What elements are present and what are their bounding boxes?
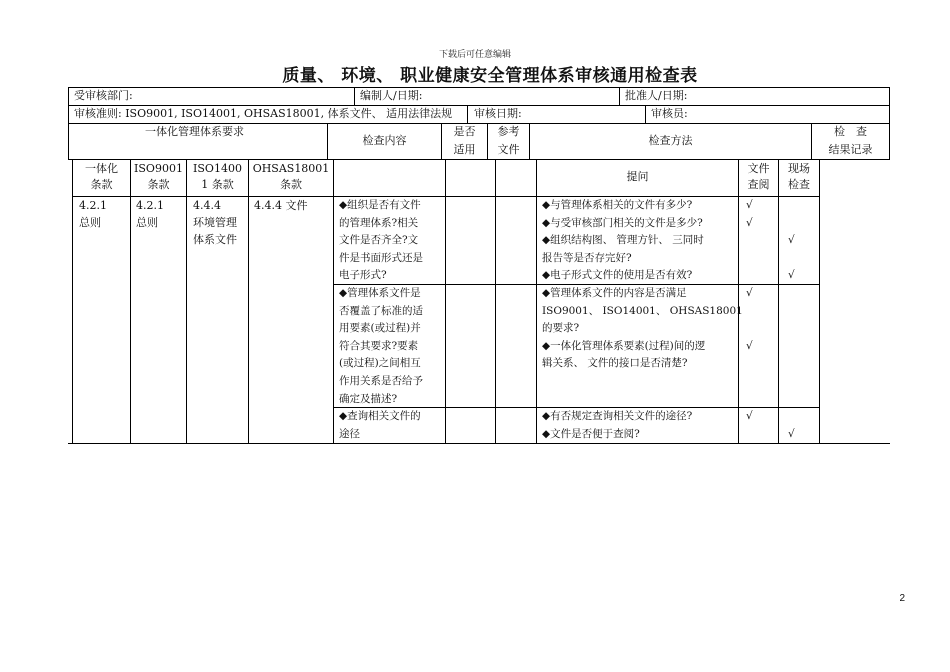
table-vline (738, 159, 739, 444)
table-vline (467, 105, 468, 124)
col-site-check: 检查 (788, 178, 810, 191)
col-result: 检 查 (834, 125, 867, 138)
col-doc-review: 文件 (747, 162, 770, 175)
col-integrated-clause: 一体化 (85, 162, 118, 175)
approved-by-label: 批准人/日期: (625, 89, 688, 102)
doc-review-check-mark: √ (746, 199, 753, 211)
col-ohsas-clause: 条款 (280, 178, 302, 191)
table-vline (495, 159, 496, 444)
question-line: ◆与管理体系相关的文件有多少? (542, 199, 693, 211)
check-content-line: ◆查询相关文件的 (339, 410, 421, 422)
table-vline (536, 159, 537, 444)
table-vline (778, 159, 779, 444)
top-note: 下载后可任意编辑 (438, 50, 511, 60)
question-line: ◆管理体系文件的内容是否满足 (542, 287, 687, 299)
col-applicable: 适用 (453, 143, 476, 156)
iso9001-clause-number: 4.2.1 (136, 199, 164, 212)
check-content-line: 文件是否齐全?文 (339, 234, 419, 247)
check-content-line: 电子形式? (339, 269, 387, 282)
doc-review-check-mark: √ (746, 216, 753, 229)
check-content-line: 否覆盖了标准的适 (339, 304, 423, 317)
doc-review-check-mark: √ (746, 287, 753, 299)
iso14001-clause-name: 体系文件 (193, 233, 237, 246)
question-line: ◆有否规定查询相关文件的途径? (542, 410, 693, 422)
table-vline (130, 159, 131, 444)
table-vline (248, 159, 249, 444)
audited-dept-label: 受审核部门: (74, 89, 133, 102)
integrated-clause-number: 4.2.1 (79, 199, 107, 212)
check-content-line: ◆管理体系文件是 (339, 287, 421, 299)
col-applicable: 是否 (453, 125, 476, 138)
table-border-right (889, 87, 890, 160)
table-vline (819, 159, 820, 444)
col-iso14001-clause: ISO1400 (193, 162, 242, 175)
question-line: 报告等是否存完好? (542, 251, 632, 264)
check-content-line: 件是书面形式还是 (339, 251, 423, 264)
check-content-line: 用要素(或过程)并 (339, 322, 421, 335)
integrated-clause-name: 总则 (79, 216, 101, 229)
site-check-mark: √ (788, 427, 795, 440)
col-result: 结果记录 (828, 143, 873, 156)
col-ohsas-clause: OHSAS18001 (252, 162, 330, 175)
check-content-line: 的管理体系?相关 (339, 216, 419, 229)
audit-criteria-label: 审核准则: ISO9001, ISO14001, OHSAS18001, 体系文件、 适用法律法规 (74, 107, 453, 120)
question-line: ISO9001、 ISO14001、 OHSAS18001 (542, 304, 743, 317)
question-line: ◆与受审核部门相关的文件是多少? (542, 216, 703, 229)
site-check-mark: √ (788, 234, 795, 247)
question-line: ◆电子形式文件的使用是否有效? (542, 269, 693, 282)
table-vline (186, 159, 187, 444)
check-content-line: 作用关系是否给予 (339, 375, 423, 387)
site-check-mark: √ (788, 269, 795, 282)
prepared-by-label: 编制人/日期: (360, 89, 423, 102)
col-iso9001-clause: ISO9001 (134, 162, 183, 175)
table-vline (72, 159, 73, 444)
col-check-method: 检查方法 (648, 134, 693, 147)
table-hline (68, 159, 890, 160)
check-content-line: (或过程)之间相互 (339, 357, 421, 370)
doc-review-check-mark: √ (746, 339, 753, 352)
question-line: 辑关系、 文件的接口是否清楚? (542, 357, 688, 370)
question-line: ◆一体化管理体系要素(过程)间的逻 (542, 339, 706, 352)
table-vline (645, 105, 646, 124)
question-line: 的要求? (542, 322, 580, 335)
table-border-bottom (68, 443, 890, 444)
iso9001-clause-name: 总则 (136, 216, 158, 229)
page-number: 2 (899, 593, 905, 604)
col-site-check: 现场 (788, 162, 810, 175)
audit-date-label: 审核日期: (474, 107, 522, 120)
table-vline (333, 159, 334, 444)
col-reference: 文件 (497, 143, 520, 156)
iso14001-clause-name: 环境管理 (193, 216, 237, 229)
table-vline (619, 87, 620, 106)
col-iso9001-clause: 条款 (147, 178, 170, 191)
document-title: 质量、 环境、 职业健康安全管理体系审核通用检查表 (282, 66, 698, 86)
col-requirements: 一体化管理体系要求 (145, 125, 244, 138)
table-border-top (68, 87, 890, 88)
iso14001-clause-number: 4.4.4 (193, 199, 221, 212)
col-question: 提问 (626, 170, 649, 183)
table-hline (72, 196, 820, 197)
table-vline (354, 87, 355, 106)
col-check-content: 检查内容 (362, 134, 407, 147)
col-reference: 参考 (497, 125, 520, 138)
question-line: ◆组织结构图、 管理方针、 三同时 (542, 234, 704, 247)
doc-review-check-mark: √ (746, 410, 753, 422)
col-doc-review: 查阅 (747, 178, 770, 191)
col-iso14001-clause: 1 条款 (201, 178, 234, 191)
col-integrated-clause: 条款 (90, 178, 113, 191)
check-content-line: 符合其要求?要素 (339, 339, 419, 352)
question-line: ◆文件是否便于查阅? (542, 427, 640, 440)
ohsas-clause: 4.4.4 文件 (254, 199, 308, 212)
table-vline (445, 159, 446, 444)
auditor-label: 审核员: (651, 107, 688, 120)
check-content-line: 途径 (339, 427, 360, 440)
check-content-line: ◆组织是否有文件 (339, 199, 421, 211)
table-border-left (68, 87, 69, 160)
check-content-line: 确定及描述? (339, 392, 398, 405)
